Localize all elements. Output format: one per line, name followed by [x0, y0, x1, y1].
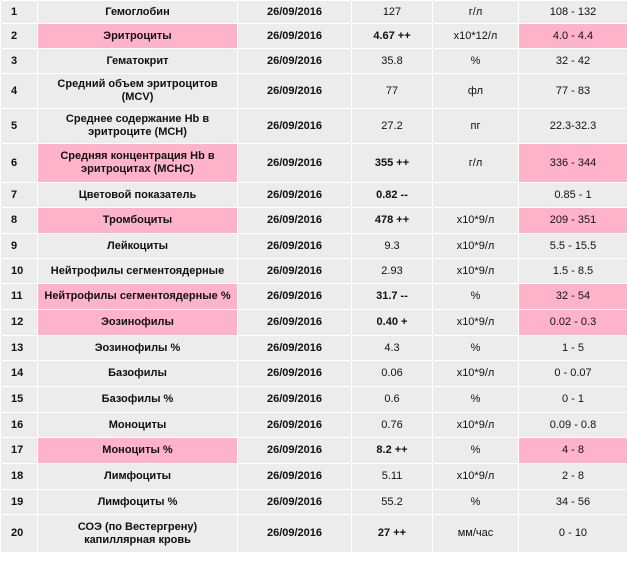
row-number: 11: [1, 284, 38, 310]
row-number: 1: [1, 1, 38, 24]
result-unit: г/л: [433, 144, 519, 183]
result-unit: %: [433, 490, 519, 515]
test-date: 26/09/2016: [238, 515, 352, 553]
row-number: 12: [1, 310, 38, 336]
test-name: Нейтрофилы сегментоядерные %: [38, 284, 238, 310]
result-unit: [433, 183, 519, 208]
result-unit: %: [433, 336, 519, 361]
reference-range: 32 - 54: [519, 284, 627, 310]
table-row: [1, 259, 627, 284]
test-name: Нейтрофилы сегментоядерные: [38, 259, 238, 284]
table-row: [1, 515, 627, 553]
result-value: 9.3: [352, 234, 433, 259]
test-name: Гематокрит: [38, 49, 238, 74]
table-row: [1, 361, 627, 387]
table-row: [1, 49, 627, 74]
test-name: Эритроциты: [38, 24, 238, 49]
result-value: 55.2: [352, 490, 433, 515]
table-row: [1, 208, 627, 234]
result-unit: пг: [433, 109, 519, 144]
table-row: [1, 490, 627, 515]
test-date: 26/09/2016: [238, 1, 352, 24]
test-name: Лимфоциты: [38, 464, 238, 490]
result-unit: x10*9/л: [433, 259, 519, 284]
reference-range: 32 - 42: [519, 49, 627, 74]
table-row: [1, 310, 627, 336]
result-unit: x10*9/л: [433, 413, 519, 438]
result-unit: x10*9/л: [433, 208, 519, 234]
test-date: 26/09/2016: [238, 413, 352, 438]
test-name: Цветовой показатель: [38, 183, 238, 208]
result-value: 35.8: [352, 49, 433, 74]
table-row: [1, 284, 627, 310]
result-unit: x10*9/л: [433, 310, 519, 336]
test-name: Среднее содержание Hb в эритроците (MCH): [38, 109, 238, 144]
result-value: 478 ++: [352, 208, 433, 234]
result-value: 4.67 ++: [352, 24, 433, 49]
test-date: 26/09/2016: [238, 49, 352, 74]
result-value: 0.76: [352, 413, 433, 438]
test-date: 26/09/2016: [238, 387, 352, 413]
result-value: 2.93: [352, 259, 433, 284]
table-row: [1, 438, 627, 464]
test-name: Лимфоциты %: [38, 490, 238, 515]
result-unit: мм/час: [433, 515, 519, 553]
test-name: Моноциты %: [38, 438, 238, 464]
test-date: 26/09/2016: [238, 144, 352, 183]
result-unit: x10*9/л: [433, 234, 519, 259]
row-number: 10: [1, 259, 38, 284]
test-date: 26/09/2016: [238, 208, 352, 234]
test-date: 26/09/2016: [238, 361, 352, 387]
row-number: 14: [1, 361, 38, 387]
reference-range: 1 - 5: [519, 336, 627, 361]
result-unit: г/л: [433, 1, 519, 24]
reference-range: 1.5 - 8.5: [519, 259, 627, 284]
result-value: 0.82 --: [352, 183, 433, 208]
row-number: 15: [1, 387, 38, 413]
result-value: 127: [352, 1, 433, 24]
table-row: [1, 336, 627, 361]
test-name: Гемоглобин: [38, 1, 238, 24]
test-date: 26/09/2016: [238, 259, 352, 284]
test-name: Базофилы %: [38, 387, 238, 413]
table-row: [1, 183, 627, 208]
test-name: Лейкоциты: [38, 234, 238, 259]
row-number: 18: [1, 464, 38, 490]
row-number: 4: [1, 74, 38, 109]
row-number: 7: [1, 183, 38, 208]
reference-range: 336 - 344: [519, 144, 627, 183]
result-value: 355 ++: [352, 144, 433, 183]
result-unit: фл: [433, 74, 519, 109]
reference-range: 2 - 8: [519, 464, 627, 490]
reference-range: 0 - 10: [519, 515, 627, 553]
result-unit: x10*12/л: [433, 24, 519, 49]
table-row: [1, 144, 627, 183]
result-value: 77: [352, 74, 433, 109]
test-date: 26/09/2016: [238, 284, 352, 310]
lab-results-body: [1, 1, 627, 553]
table-row: [1, 1, 627, 24]
reference-range: 5.5 - 15.5: [519, 234, 627, 259]
table-row: [1, 464, 627, 490]
result-value: 0.06: [352, 361, 433, 387]
test-date: 26/09/2016: [238, 74, 352, 109]
test-date: 26/09/2016: [238, 336, 352, 361]
test-date: 26/09/2016: [238, 183, 352, 208]
row-number: 17: [1, 438, 38, 464]
result-value: 27.2: [352, 109, 433, 144]
test-name: Тромбоциты: [38, 208, 238, 234]
reference-range: 0 - 1: [519, 387, 627, 413]
reference-range: 4.0 - 4.4: [519, 24, 627, 49]
reference-range: 209 - 351: [519, 208, 627, 234]
row-number: 20: [1, 515, 38, 553]
reference-range: 108 - 132: [519, 1, 627, 24]
row-number: 9: [1, 234, 38, 259]
table-row: [1, 74, 627, 109]
row-number: 13: [1, 336, 38, 361]
test-date: 26/09/2016: [238, 310, 352, 336]
row-number: 3: [1, 49, 38, 74]
row-number: 16: [1, 413, 38, 438]
row-number: 6: [1, 144, 38, 183]
test-name: Базофилы: [38, 361, 238, 387]
result-value: 5.11: [352, 464, 433, 490]
result-unit: x10*9/л: [433, 361, 519, 387]
result-unit: x10*9/л: [433, 464, 519, 490]
result-unit: %: [433, 387, 519, 413]
test-name: Средний объем эритроцитов (MCV): [38, 74, 238, 109]
test-date: 26/09/2016: [238, 234, 352, 259]
result-value: 0.6: [352, 387, 433, 413]
result-value: 27 ++: [352, 515, 433, 553]
reference-range: 22.3-32.3: [519, 109, 627, 144]
row-number: 19: [1, 490, 38, 515]
row-number: 5: [1, 109, 38, 144]
reference-range: 0.85 - 1: [519, 183, 627, 208]
reference-range: 0.02 - 0.3: [519, 310, 627, 336]
row-number: 8: [1, 208, 38, 234]
test-name: Эозинофилы: [38, 310, 238, 336]
table-row: [1, 413, 627, 438]
table-row: [1, 24, 627, 49]
result-unit: %: [433, 284, 519, 310]
table-row: [1, 234, 627, 259]
reference-range: 0 - 0.07: [519, 361, 627, 387]
test-date: 26/09/2016: [238, 438, 352, 464]
test-date: 26/09/2016: [238, 24, 352, 49]
result-value: 0.40 +: [352, 310, 433, 336]
reference-range: 77 - 83: [519, 74, 627, 109]
test-date: 26/09/2016: [238, 109, 352, 144]
table-row: [1, 387, 627, 413]
reference-range: 0.09 - 0.8: [519, 413, 627, 438]
result-value: 31.7 --: [352, 284, 433, 310]
test-name: Средняя концентрация Hb в эритроцитах (MCHC): [38, 144, 238, 183]
test-date: 26/09/2016: [238, 490, 352, 515]
test-date: 26/09/2016: [238, 464, 352, 490]
row-number: 2: [1, 24, 38, 49]
result-unit: %: [433, 49, 519, 74]
test-name: СОЭ (по Вестергрену) капиллярная кровь: [38, 515, 238, 553]
reference-range: 34 - 56: [519, 490, 627, 515]
test-name: Моноциты: [38, 413, 238, 438]
result-unit: %: [433, 438, 519, 464]
test-name: Эозинофилы %: [38, 336, 238, 361]
result-value: 8.2 ++: [352, 438, 433, 464]
result-value: 4.3: [352, 336, 433, 361]
reference-range: 4 - 8: [519, 438, 627, 464]
table-row: [1, 109, 627, 144]
